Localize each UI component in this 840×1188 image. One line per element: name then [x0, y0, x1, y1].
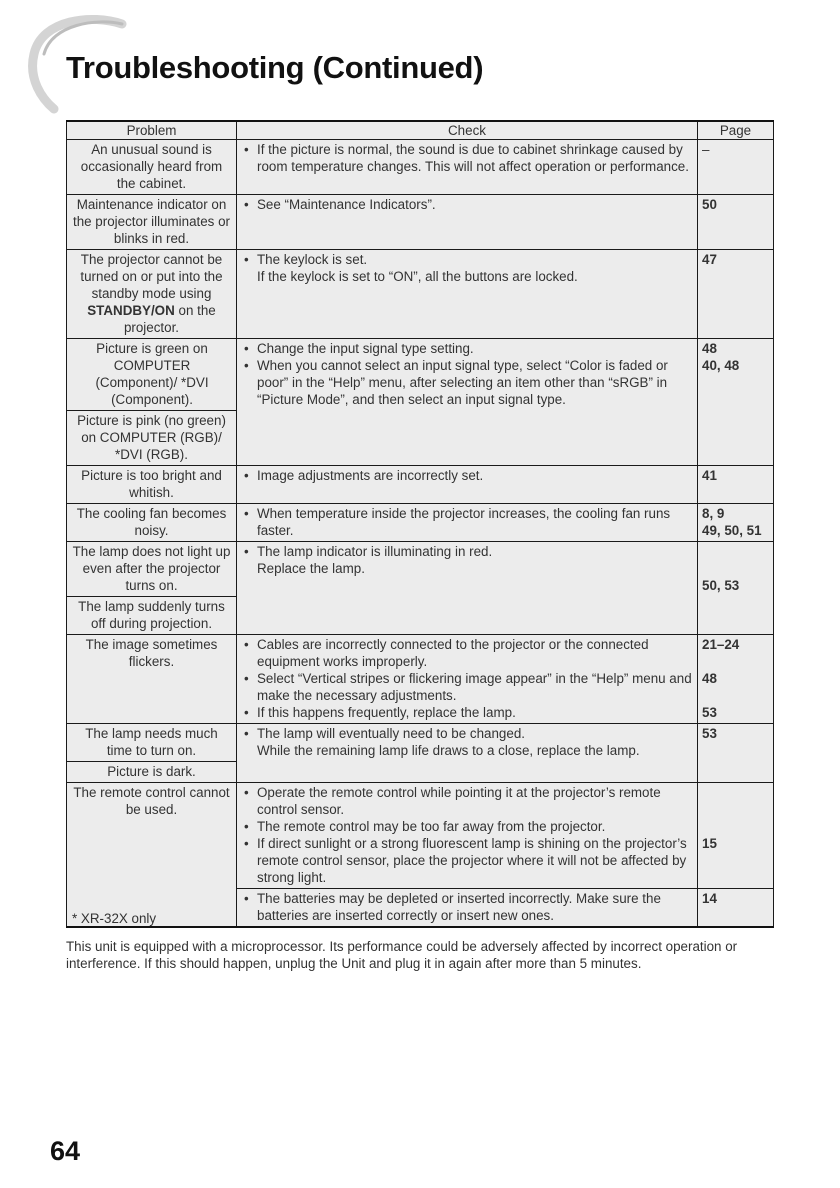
table-row	[67, 339, 774, 466]
page-cell	[698, 635, 774, 724]
table-row	[67, 504, 774, 542]
page-ref: 48	[702, 671, 717, 686]
check-cell	[237, 140, 698, 195]
check-cell	[237, 889, 698, 928]
page-cell: 53	[698, 724, 774, 783]
check-item: • Image adjustments are incorrectly set.	[241, 467, 693, 484]
page-cell	[698, 504, 774, 542]
check-item: • If this happens frequently, replace the lamp.	[241, 704, 693, 721]
problem-cell	[67, 339, 237, 466]
check-cell	[237, 195, 698, 250]
problem-cell: Picture is too bright and whitish.	[67, 466, 237, 504]
check-subtext: Replace the lamp.	[257, 561, 365, 576]
page-cell: –	[698, 140, 774, 195]
check-item: • Cables are incorrectly connected to the projector or the connected equipment works improperly.	[241, 636, 693, 670]
table-row	[67, 542, 774, 635]
check-item: • Change the input signal type setting.	[241, 340, 693, 357]
problem-text: on the projector.	[123, 303, 216, 335]
check-cell	[237, 339, 698, 466]
check-cell	[237, 724, 698, 783]
page-ref: 21–24	[702, 637, 740, 652]
table-row	[67, 635, 774, 724]
page-ref: 8, 9	[702, 506, 725, 521]
page-ref: 50, 53	[702, 578, 740, 593]
check-cell	[237, 466, 698, 504]
page-cell	[698, 783, 774, 889]
page-ref: 15	[702, 836, 717, 851]
check-item: • If direct sunlight or a strong fluorescent lamp is shining on the projector’s remote control sensor, place the projector where it will not be affected by strong light.	[241, 835, 693, 886]
footnote: * XR-32X only	[72, 911, 157, 926]
page-cell: 41	[698, 466, 774, 504]
problem-text: The projector cannot be turned on or put into the standby mode using	[80, 252, 223, 301]
problem-text: The lamp suddenly turns off during projection.	[78, 599, 225, 631]
problem-cell: Maintenance indicator on the projector illuminates or blinks in red.	[67, 195, 237, 250]
problem-text: Picture is green on COMPUTER (Component)/ *DVI (Component).	[67, 339, 237, 411]
problem-text: The lamp does not light up even after the projector turns on.	[67, 542, 236, 597]
check-cell	[237, 250, 698, 339]
header-page: Page	[698, 121, 774, 140]
check-item: • The lamp indicator is illuminating in red.	[241, 543, 693, 560]
problem-cell: The cooling fan becomes noisy.	[67, 504, 237, 542]
header-check: Check	[237, 121, 698, 140]
check-cell	[237, 504, 698, 542]
page-cell: 50	[698, 195, 774, 250]
problem-text: Picture is dark.	[107, 764, 196, 779]
check-item: • The batteries may be depleted or inserted incorrectly. Make sure the batteries are inserted correctly or insert new ones.	[241, 890, 693, 924]
check-item: • Operate the remote control while pointing it at the projector’s remote control sensor.	[241, 784, 693, 818]
page-title: Troubleshooting (Continued)	[66, 50, 484, 85]
problem-cell	[67, 250, 237, 339]
check-item: • Select “Vertical stripes or flickering image appear” in the “Help” menu and make the necessary adjustments.	[241, 670, 693, 704]
standby-on-button-label: STANDBY/ON	[87, 303, 175, 318]
check-subtext: While the remaining lamp life draws to a close, replace the lamp.	[257, 743, 640, 758]
check-item: • When you cannot select an input signal type, select “Color is faded or poor” in the “Help” menu, after selecting an item other than “sRGB” in “Picture Mode”, and then select an input signal type.	[241, 357, 693, 408]
page-ref: 40, 48	[702, 358, 740, 373]
page-cell	[698, 339, 774, 466]
table-row	[67, 724, 774, 783]
check-item: • The lamp will eventually need to be changed.	[241, 725, 693, 742]
table-header-row	[67, 121, 774, 140]
troubleshooting-table	[66, 120, 774, 928]
page-cell	[698, 542, 774, 635]
table-row	[67, 466, 774, 504]
table-row	[67, 140, 774, 195]
check-subtext: If the keylock is set to “ON”, all the buttons are locked.	[257, 269, 578, 284]
problem-cell	[67, 724, 237, 783]
page-ref: 49, 50, 51	[702, 523, 762, 538]
problem-cell: The remote control cannot be used.	[67, 783, 237, 928]
page-ref: 48	[702, 341, 717, 356]
problem-text: The lamp needs much time to turn on.	[67, 724, 236, 762]
table-row	[67, 783, 774, 889]
page-cell: 14	[698, 889, 774, 928]
table-row	[67, 250, 774, 339]
problem-cell: The image sometimes flickers.	[67, 635, 237, 724]
check-cell	[237, 635, 698, 724]
check-item: • If the picture is normal, the sound is due to cabinet shrinkage caused by room temperature changes. This will not affect operation or performance.	[241, 141, 693, 175]
page-number: 64	[50, 1136, 81, 1166]
problem-text: Picture is pink (no green) on COMPUTER (RGB)/ *DVI (RGB).	[77, 413, 226, 462]
check-cell	[237, 783, 698, 889]
page-ref: 53	[702, 705, 717, 720]
table-row	[67, 195, 774, 250]
problem-cell: An unusual sound is occasionally heard from the cabinet.	[67, 140, 237, 195]
check-cell	[237, 542, 698, 635]
check-item: • When temperature inside the projector increases, the cooling fan runs faster.	[241, 505, 693, 539]
page-cell: 47	[698, 250, 774, 339]
check-item: • See “Maintenance Indicators”.	[241, 196, 693, 213]
check-item: • The remote control may be too far away from the projector.	[241, 818, 693, 835]
header-problem: Problem	[67, 121, 237, 140]
problem-cell	[67, 542, 237, 635]
microprocessor-note: This unit is equipped with a microprocessor. Its performance could be adversely affected by incorrect operation or interference. If this should happen, unplug the Unit and plug it in again after more than 5 minutes.	[66, 939, 738, 971]
check-item: • The keylock is set.	[241, 251, 693, 268]
